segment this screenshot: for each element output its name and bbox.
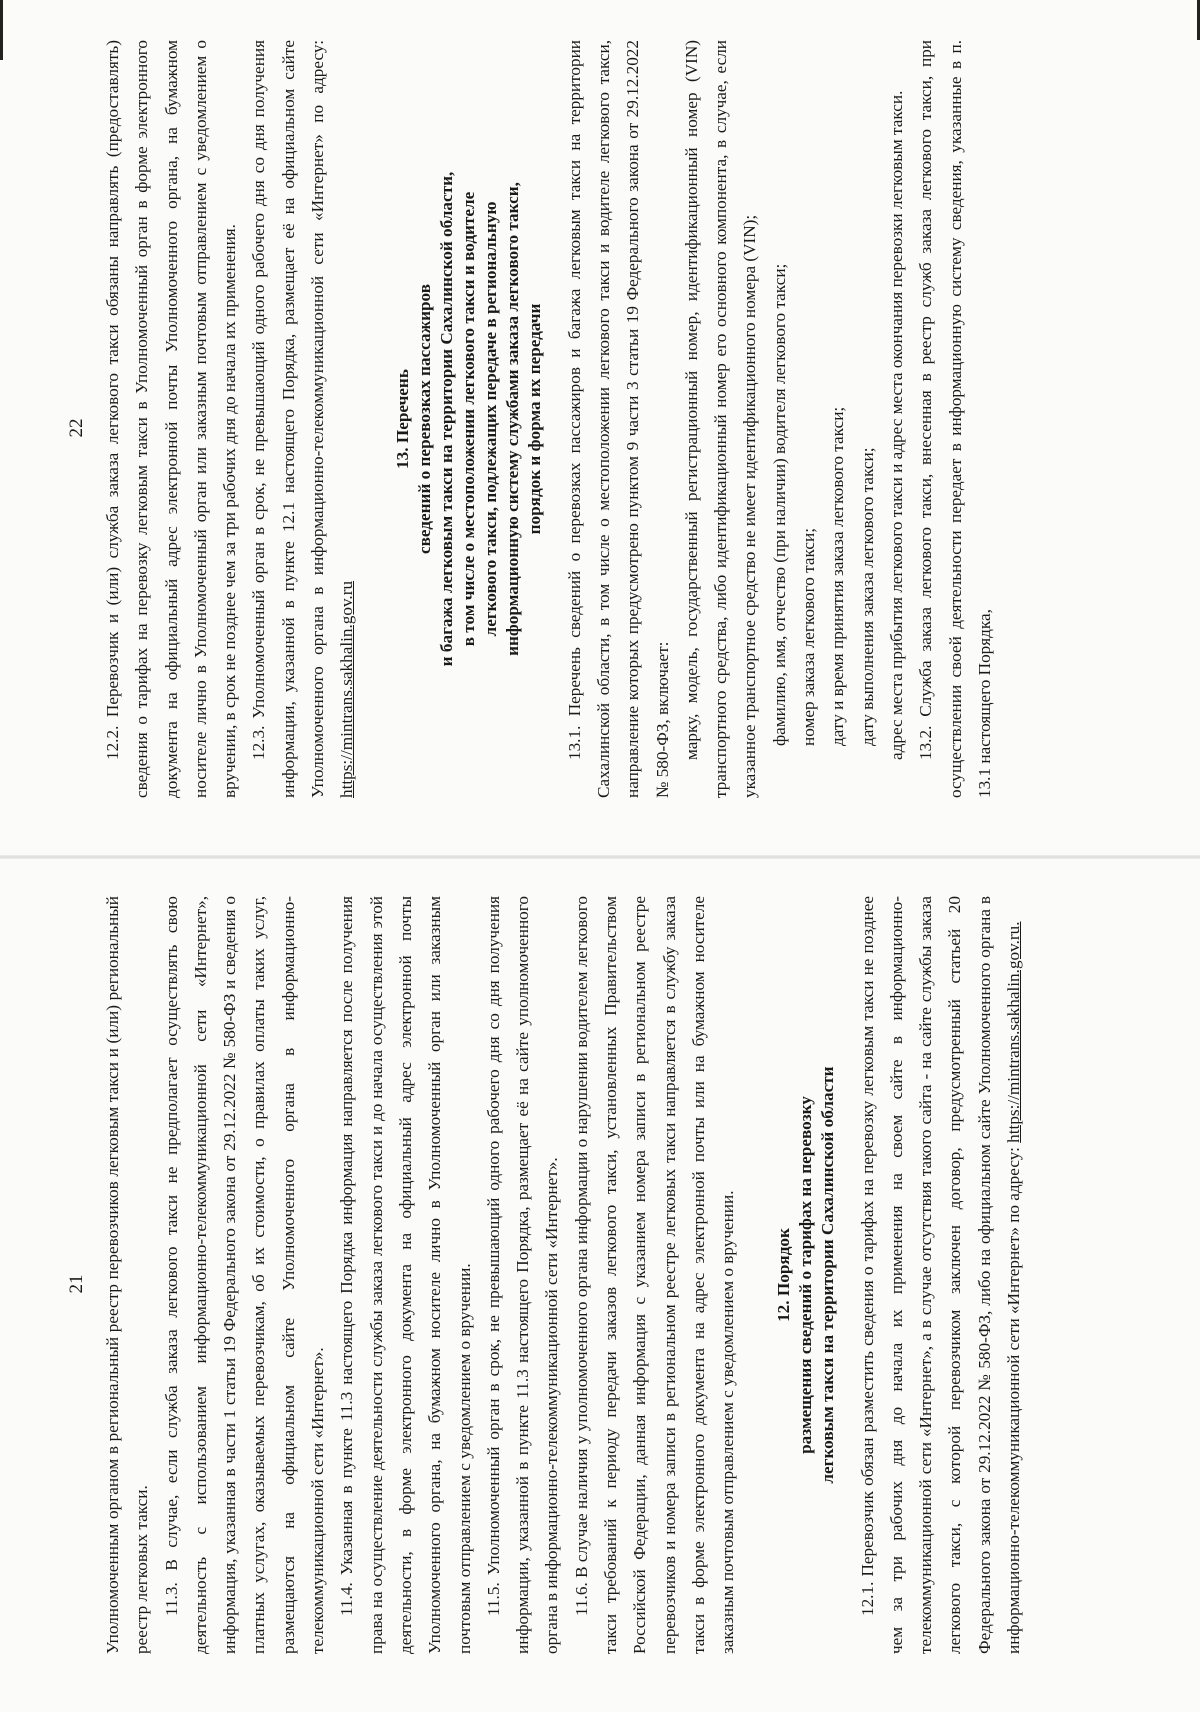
paragraph-11-6: 11.6. В случае наличия у уполномоченного органа информации о нарушении водителем легкового такси требований к периоду передачи заказов легкового такси, установленных Правительством Российской Федерации, данная информация с указанием номера записи в региональном реестре перевозчиков и номера записи в региональном реестре легковых такси направляется в службу заказа такси в форме электронного документа на адрес электронной почты или на бумажном носителе заказным почтовым отправлением с уведомлением о вручении. — [571, 896, 738, 1654]
heading-line: 12. Порядок — [773, 1228, 793, 1322]
heading-line: сведений о перевозках пассажиров — [414, 284, 434, 554]
list-item: номер заказа легкового такси; — [799, 527, 819, 746]
page-number: 21 — [66, 1274, 87, 1294]
heading-line: информационную систему службами заказа легкового такси, — [502, 182, 522, 656]
paragraph-13-2: 13.2. Служба заказа легкового такси, внесенная в реестр служб заказа легкового такси, при осуществлении своей деятельности передает в информационную систему сведения, указанные в п. 13.1 настоящего Порядка, — [916, 40, 994, 798]
list-item: дату и время принятия заказа легкового такси; — [828, 406, 848, 746]
section-12-heading — [773, 896, 839, 1654]
paragraph-12-1 — [853, 896, 1029, 1654]
heading-line: порядок и форма их передачи — [524, 303, 544, 535]
page-body — [98, 40, 999, 798]
paragraph-text: 12.1. Перевозчик обязан разместить сведения о тарифах на перевозку легковым такси не позднее чем за три рабочих дня до начала их применения на своем сайте в информационно-телекоммуникационной сети «Интернет», а в случае отсутствия такого сайта - на сайте службы заказа легкового такси, с которой перевозчиком заключен договор, предусмотренный статьей 20 Федерального закона от 29.12.2022 № 580-ФЗ, либо на официальном сайте Уполномоченного органа в информационно-телекоммуникационной сети «Интернет» по адресу: — [857, 896, 1024, 1654]
section-13-heading — [392, 40, 546, 798]
heading-line: размещения сведений о тарифах на перевозку — [795, 1096, 815, 1454]
page-number: 22 — [66, 418, 87, 438]
heading-line: легкового такси, подлежащих передаче в региональную — [480, 201, 500, 637]
paragraph-12-3 — [244, 40, 361, 798]
heading-line: легковым такси на территории Сахалинской области — [817, 1066, 837, 1484]
paragraph-11-5: 11.5. Уполномоченный орган в срок, не превышающий одного рабочего дня со дня получения информации, указанной в пункте 11.3 настоящего Порядка, размещает её на сайте уполномоченного органа в информационно-телекоммуникационной сети «Интернет». — [483, 896, 562, 1654]
mintrans-link[interactable]: https://mintrans.sakhalin.gov.ru — [337, 580, 357, 798]
list-item: фамилию, имя, отчество (при наличии) водителя легкового такси; — [769, 263, 789, 746]
list-item: адрес места прибытия легкового такси и адрес места окончания перевозки легковым такси. — [886, 90, 906, 760]
heading-line: в том числе о местоположении легкового такси и водителе — [458, 191, 478, 647]
heading-line: 13. Перечень — [392, 369, 412, 469]
list-item: марку, модель, государственный регистрационный номер, идентификационный номер (VIN) транспортного средства, либо идентификационный номер его основного компонента, в случае, если указанное транспортное средство не имеет идентификационного номера (VIN); — [681, 40, 760, 798]
page-body — [98, 896, 1028, 1654]
paragraph-12-2: 12.2. Перевозчик и (или) служба заказа легкового такси обязаны направлять (предоставлять) сведения о тарифах на перевозку легковым такси в Уполномоченный орган в форме электронного документа на официальный адрес электронной почты Уполномоченного органа, на бумажном носителе лично в Уполномоченный орган или заказным почтовым отправлением с уведомлением о вручении, в срок не позднее чем за три рабочих дня до начала их применения. — [103, 40, 240, 798]
paragraph-11-3: 11.3. В случае, если служба заказа легкового такси не предполагает осуществлять свою деятельность с использованием информационно-телекоммуникационной сети «Интернет», информация, указанная в части 1 статьи 19 Федерального закона от 29.12.2022 № 580-ФЗ и сведения о платных услугах, оказываемых перевозчикам, об их стоимости, о правилах оплаты таких услуг, размещаются на официальном сайте Уполномоченного органа в информационно-телекоммуникационной сети «Интернет». — [161, 896, 328, 1654]
heading-line: и багажа легковым такси на территории Сахалинской области, — [436, 171, 456, 667]
paragraph-11-4: 11.4. Указанная в пункте 11.3 настоящего Порядка информация направляется после получения права на осуществление деятельности службы заказа легкового такси и до начала осуществления этой деятельности, в форме электронного документа на официальный адрес электронной почты Уполномоченного органа, на бумажном носителе лично в Уполномоченный орган или заказным почтовым отправлением с уведомлением о вручении. — [337, 896, 474, 1654]
list-item: дату выполнения заказа легкового такси; — [857, 447, 877, 746]
mintrans-link[interactable]: https://mintrans.sakhalin.gov.ru. — [1004, 921, 1024, 1143]
page-21 — [0, 856, 1200, 1712]
paragraph-13-1: 13.1. Перечень сведений о перевозках пассажиров и багажа легковым такси на территории Сахалинской области, в том числе о местоположении легкового такси и водителе легкового такси, направление которых предусмотрено пунктом 9 части 3 статьи 19 Федерального закона от 29.12.2022 № 580-ФЗ, включает: — [564, 40, 672, 798]
paragraph-text: 12.3. Уполномоченный орган в срок, не превышающий одного рабочего дня со дня получения информации, указанной в пункте 12.1 настоящего Порядка, размещает её на официальном сайте Уполномоченного органа в информационно-телекоммуникационной сети «Интернет» по адресу: — [249, 40, 328, 798]
paragraph: Уполномоченным органом в региональный реестр перевозчиков легковым такси и (или) региональный реестр легковых такси. — [103, 896, 152, 1654]
